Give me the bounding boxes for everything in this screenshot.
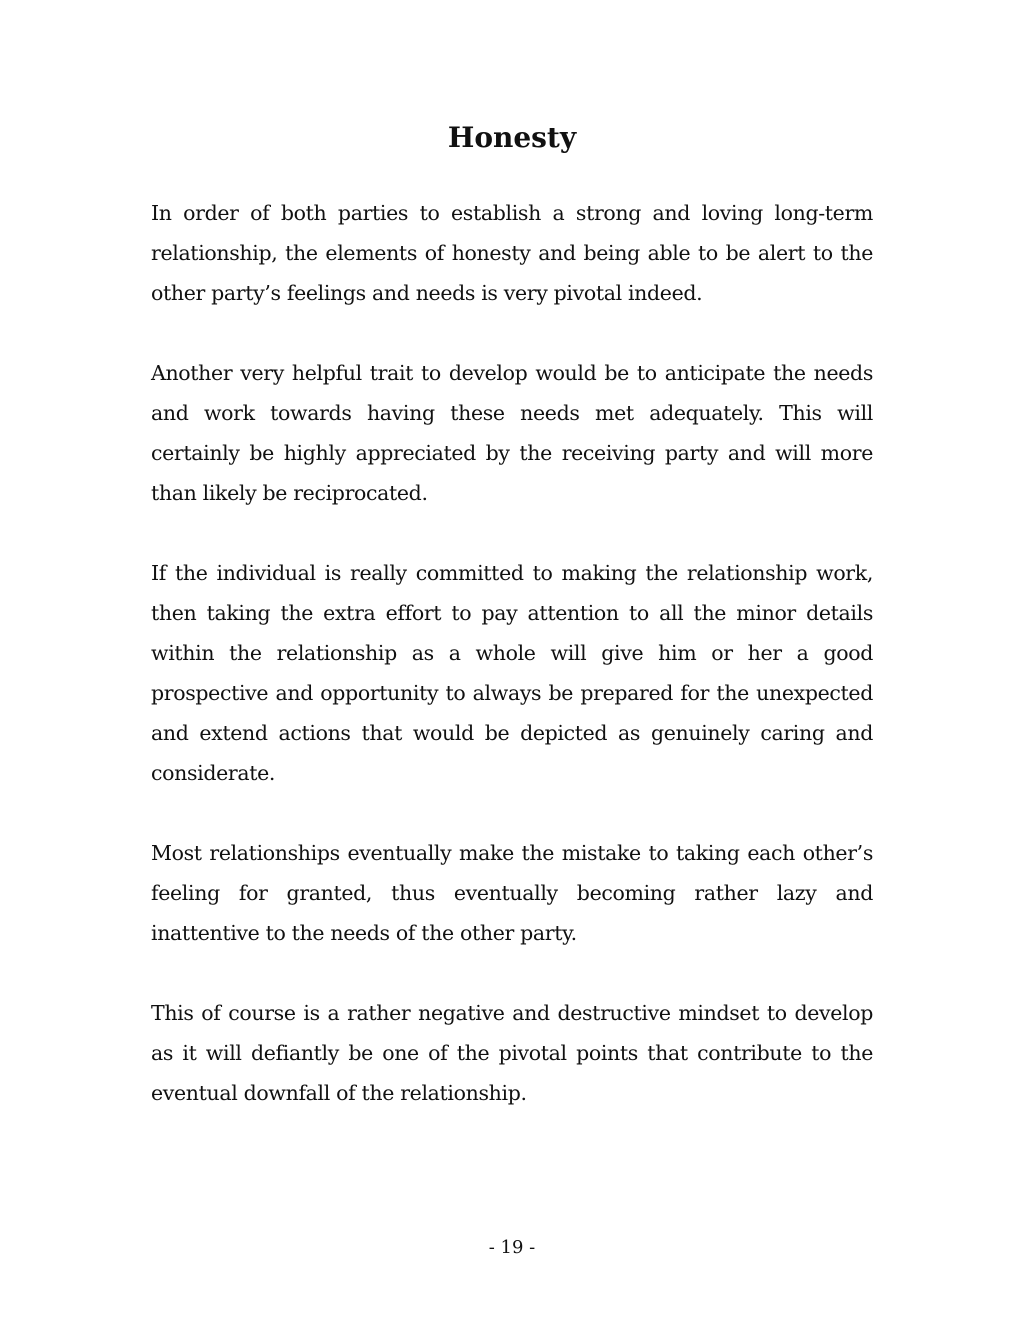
page-title: Honesty [447,121,577,154]
paragraph-1: In order of both parties to establish a strong and loving long-term relationship, the elements of honesty and being able to be alert to the other party’s feelings and needs is very pivotal indeed. [151,201,873,305]
body-text [151,193,873,1153]
paragraph-4: Most relationships eventually make the mistake to taking each other’s feeling for granted, thus eventually becoming rather lazy and inattentive to the needs of the other party. [151,841,873,945]
paragraph-2: Another very helpful trait to develop would be to anticipate the needs and work towards having these needs met adequately. This will certainly be highly appreciated by the receiving party and will more than likely be reciprocated. [151,361,873,505]
paragraph-5: This of course is a rather negative and destructive mindset to develop as it will defiantly be one of the pivotal points that contribute to the eventual downfall of the relationship. [151,1001,873,1105]
paragraph-3: If the individual is really committed to making the relationship work, then taking the extra effort to pay attention to all the minor details within the relationship as a whole will give him or her a good prospective and opportunity to always be prepared for the unexpected and extend actions that would be depicted as genuinely caring and considerate. [151,561,873,785]
page-number: - 19 - [488,1237,536,1258]
